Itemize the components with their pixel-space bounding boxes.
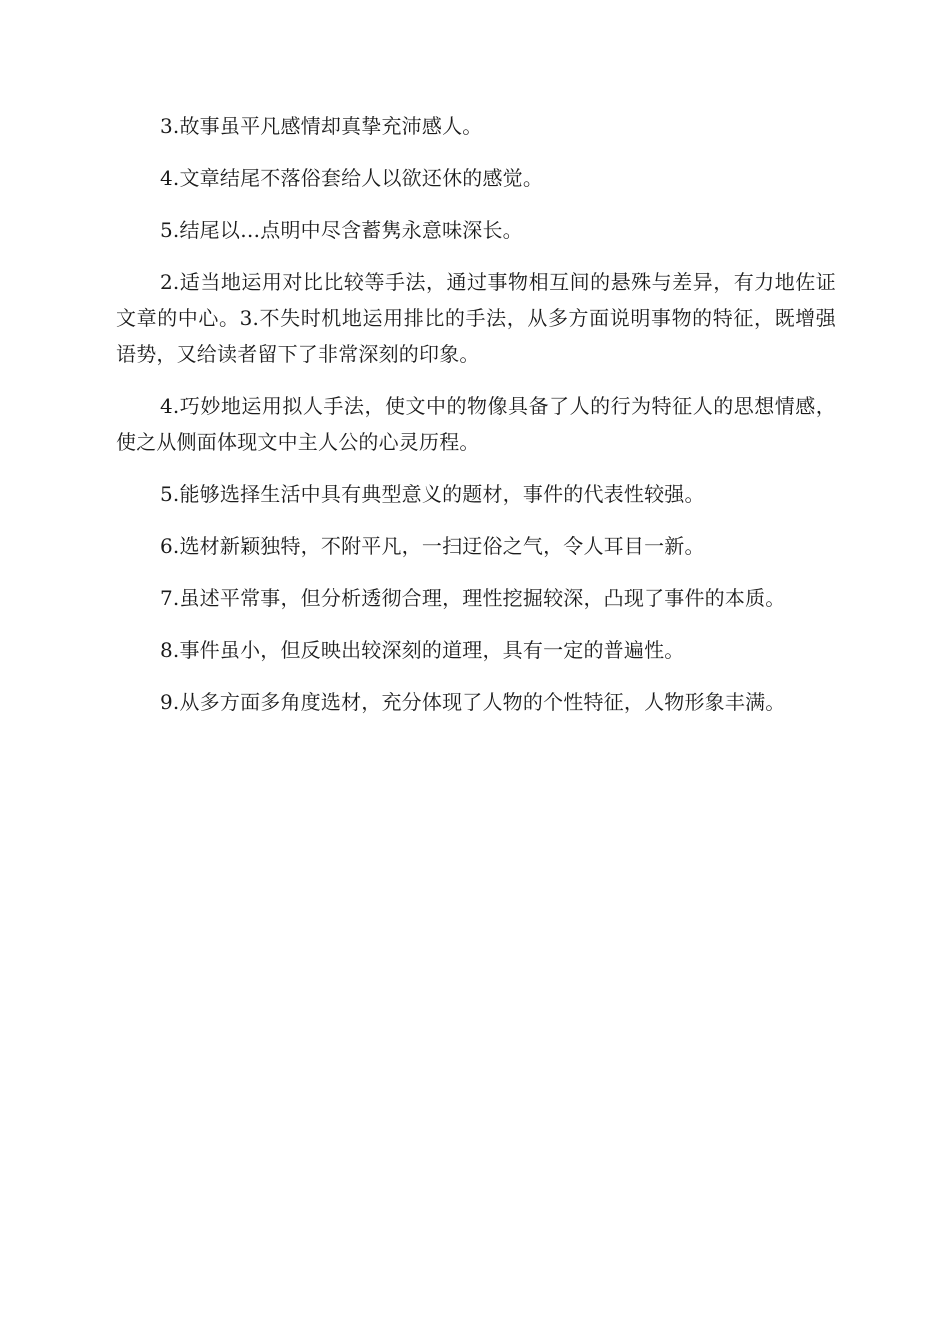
paragraph-8: 7.虽述平常事，但分析透彻合理，理性挖掘较深，凸现了事件的本质。 <box>160 586 786 610</box>
paragraph-4: 2.适当地运用对比比较等手法，通过事物相互间的悬殊与差异，有力地佐证文章的中心。3.不失时机地运用排比的手法，从多方面说明事物的特征，既增强语势，又给读者留下了非常深刻的印象。 <box>116 270 836 366</box>
paragraph-9: 8.事件虽小，但反映出较深刻的道理，具有一定的普遍性。 <box>160 638 685 662</box>
paragraph-7: 6.选材新颖独特，不附平凡，一扫迂俗之气，令人耳目一新。 <box>160 534 705 558</box>
paragraph-10: 9.从多方面多角度选材，充分体现了人物的个性特征，人物形象丰满。 <box>160 690 786 714</box>
document-body <box>116 108 836 736</box>
paragraph-5: 4.巧妙地运用拟人手法，使文中的物像具备了人的行为特征人的思想情感，使之从侧面体现文中主人公的心灵历程。 <box>116 394 836 454</box>
paragraph-3: 5.结尾以…点明中尽含蓄隽永意味深长。 <box>160 218 523 242</box>
paragraph-6: 5.能够选择生活中具有典型意义的题材，事件的代表性较强。 <box>160 482 705 506</box>
paragraph-2: 4.文章结尾不落俗套给人以欲还休的感觉。 <box>160 166 544 190</box>
paragraph-1: 3.故事虽平凡感情却真挚充沛感人。 <box>160 114 483 138</box>
